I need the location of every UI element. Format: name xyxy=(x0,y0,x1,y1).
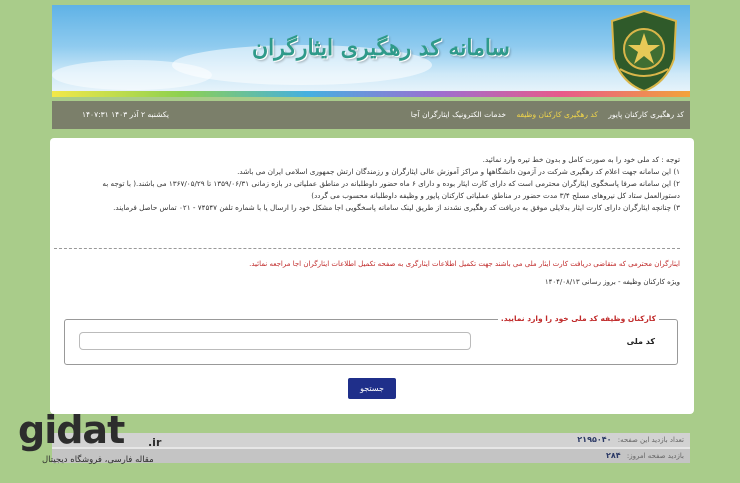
search-button[interactable]: جستجو xyxy=(348,378,396,399)
note-1: ۱) این سامانه جهت اعلام کد رهگیری شرکت در آزمون دانشگاهها و مراکز آموزش عالی ایثارگران و رزمندگان ارتش جمهوری اسلامی ایران می باشد. xyxy=(237,167,680,176)
site-header xyxy=(52,5,690,97)
nav-link-payvar[interactable]: کد رهگیری کارکنان پایور xyxy=(608,110,684,119)
watermark-tagline: مقاله فارسی، فروشگاه دیجیتال xyxy=(42,455,154,465)
version-text: ویژه کارکنان وظیفه - بروز رسانی ۱۴۰۴/۰۸/۱۳ xyxy=(544,278,680,286)
current-date: یکشنبه ۲ آذر ۱۴۰۳ ۱۴۰۷:۳۱ xyxy=(82,110,169,119)
divider xyxy=(54,248,680,249)
note-intro: توجه : کد ملی خود را به صورت کامل و بدون خط تیره وارد نمائید. xyxy=(482,155,680,164)
notes-section xyxy=(70,154,680,214)
national-code-fieldset xyxy=(64,314,678,365)
fieldset-legend: کارکنان وظیفه کد ملی خود را وارد نمایید. xyxy=(498,314,659,323)
nav-link-electronic-services[interactable]: خدمات الکترونیک ایثارگران آجا xyxy=(410,110,507,119)
warning-text: ایثارگران محترمی که متقاضی دریافت کارت ایثار ملی می باشند جهت تکمیل اطلاعات ایثارگری به صفحه تکمیل اطلاعات ایثارگران اجا مراجعه نمائید. xyxy=(249,260,680,268)
total-visits-value: ۲۱۹۵۰۴۰ xyxy=(577,435,612,444)
today-visits-value: ۲۸۴ xyxy=(606,451,621,460)
note-2: ۲) این سامانه صرفا پاسخگوی ایثارگران محترمی است که دارای کارت ایثار بوده و دارای ۶ ماه حضور داوطلبانه در مناطق عملیاتی در بازه زمانی ۱۳۵۹/۰۶/۳۱ تا ۱۳۶۷/۰۵/۲۹ می باشند.( با توجه به دستورالعمل ستاد کل نیروهای مسلح ۳/۴ مدت حضور در مناطق عملیاتی کارکنان پایور و وظیفه داوطلبانه محسوب می گردد) xyxy=(102,179,680,200)
cloud-decoration xyxy=(52,60,212,90)
nav-link-vazifeh[interactable]: کد رهگیری کارکنان وظیفه xyxy=(516,110,598,119)
watermark-tld: .ir xyxy=(148,436,162,449)
national-code-input[interactable] xyxy=(79,332,471,350)
today-visits-label: بازدید صفحه امروز: xyxy=(626,452,684,460)
rainbow-strip xyxy=(52,91,690,97)
gidat-watermark xyxy=(8,404,168,474)
national-code-label: کد ملی xyxy=(626,337,655,346)
total-visits-label: تعداد بازدید این صفحه: xyxy=(617,436,684,444)
top-navbar xyxy=(52,101,690,129)
watermark-brand: gidat xyxy=(18,408,125,452)
site-title: سامانه کد رهگیری ایثارگران xyxy=(252,35,510,61)
main-panel xyxy=(50,138,694,414)
note-3: ۳) چنانچه ایثارگران دارای کارت ایثار بدلایلی موفق به دریافت کد رهگیری نشدند از طریق لینک سامانه پاسخگویی اجا مشکل خود را ارسال یا با شماره تلفن ۷۴۵۴۷ - ۰۲۱ تماس حاصل فرمایند. xyxy=(113,203,680,212)
army-emblem-icon xyxy=(606,9,682,93)
